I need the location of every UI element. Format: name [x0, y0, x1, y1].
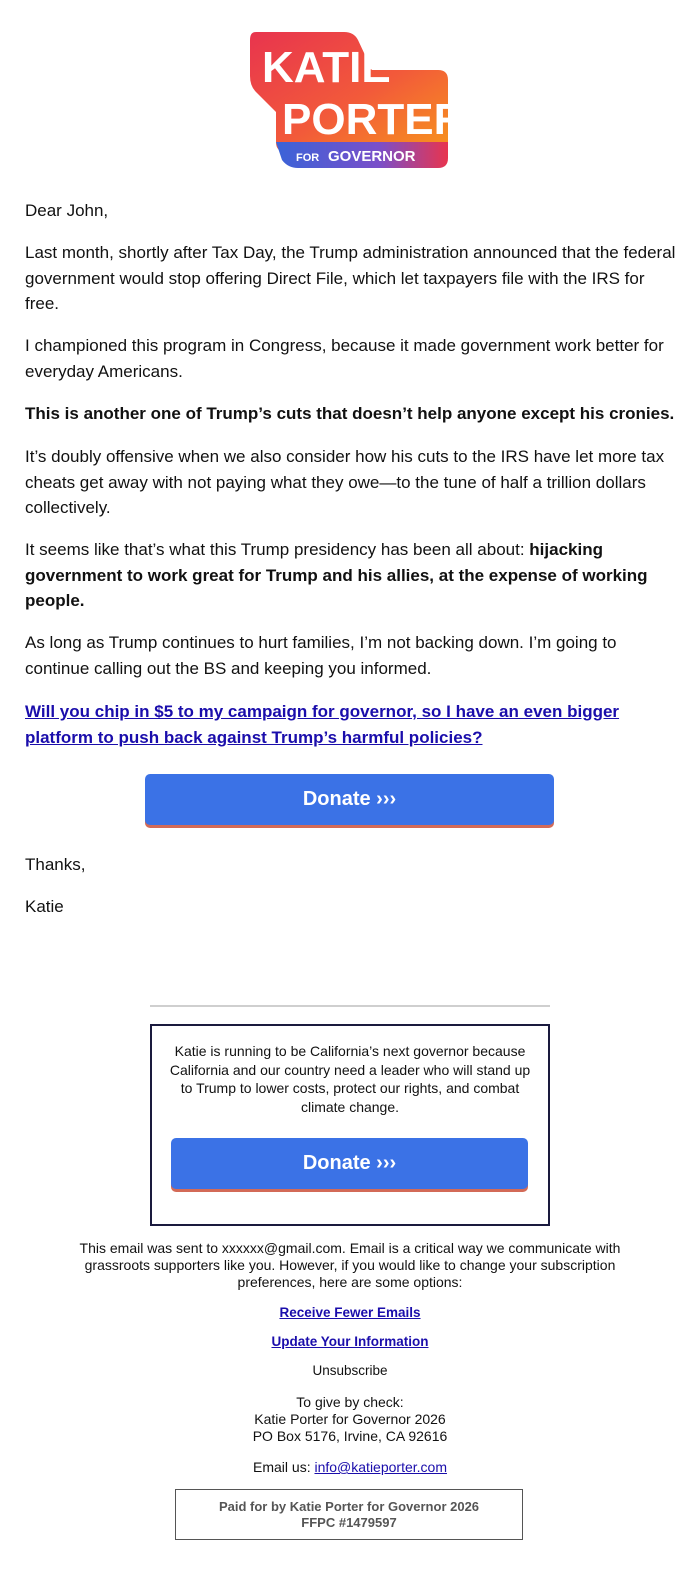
- katie-porter-logo: [248, 30, 454, 172]
- cta-paragraph: [25, 699, 680, 750]
- fewer-emails-row: [60, 1304, 640, 1321]
- paragraph-4: It’s doubly offensive when we also consider how his cuts to the IRS have let more tax cheats get away with not paying what they owe—to the tune of half a trillion dollars collectively.: [25, 447, 665, 517]
- logo-katie-text: KATIE: [262, 43, 391, 92]
- paragraph-5-plain: It seems like that’s what this Trump presidency has been all about:: [25, 540, 530, 559]
- update-information-link[interactable]: Update Your Information: [271, 1334, 429, 1349]
- paid-for-text: Paid for by Katie Porter for Governor 2026: [218, 1499, 480, 1514]
- paragraph-2: I championed this program in Congress, because it made government work better for everyday Americans.: [25, 336, 664, 381]
- promo-donate-button[interactable]: Donate ›››: [171, 1138, 528, 1189]
- paragraph-6: As long as Trump continues to hurt families, I’m not backing down. I’m going to continue calling out the BS and keeping you informed.: [25, 633, 617, 678]
- greeting: Dear John,: [25, 201, 109, 220]
- logo-for-text: FOR: [296, 152, 320, 164]
- promo-text: Katie is running to be California’s next governor because California and our country need a leader who will stand up to Trump to lower costs, protect our rights, and combat climate change.: [169, 1043, 531, 1115]
- receive-fewer-emails-link[interactable]: Receive Fewer Emails: [279, 1305, 421, 1320]
- paragraph-3-bold: This is another one of Trump’s cuts that doesn’t help anyone except his cronies.: [25, 404, 675, 423]
- signoff: Thanks,: [25, 855, 86, 874]
- logo-governor-text: GOVERNOR: [328, 148, 416, 165]
- paid-for-box: [175, 1489, 523, 1540]
- check-label: To give by check:: [296, 1394, 404, 1410]
- ffpc-id: FFPC #1479597: [301, 1515, 397, 1530]
- logo-porter-text: PORTER: [282, 95, 454, 144]
- paragraph-5: [25, 537, 680, 614]
- paragraph-1: Last month, shortly after Tax Day, the Trump administration announced that the federal government would stop offering Direct File, which let taxpayers file with the IRS for free.: [25, 243, 676, 313]
- signature: Katie: [25, 897, 64, 916]
- divider: [150, 1005, 550, 1007]
- paragraph-5-bold: hijacking government to work great for Trump and his allies, at the expense of working people.: [25, 540, 648, 610]
- donate-button[interactable]: Donate ›››: [145, 774, 554, 825]
- chip-in-link[interactable]: Will you chip in $5 to my campaign for governor, so I have an even bigger platform to push back against Trump’s harmful policies?: [25, 702, 620, 747]
- check-org: Katie Porter for Governor 2026: [254, 1411, 446, 1427]
- email-us-label: Email us:: [253, 1459, 315, 1475]
- unsubscribe-link[interactable]: Unsubscribe: [312, 1363, 388, 1378]
- footer-notice: This email was sent to xxxxxx@gmail.com. Email is a critical way we communicate with grassroots supporters like you. However, if you would like to change your subscription preferences, here are some options:: [79, 1240, 621, 1290]
- check-address: PO Box 5176, Irvine, CA 92616: [252, 1428, 448, 1444]
- email-us-row: [60, 1459, 640, 1476]
- email-us-link[interactable]: info@katieporter.com: [314, 1459, 447, 1475]
- update-info-row: [60, 1333, 640, 1350]
